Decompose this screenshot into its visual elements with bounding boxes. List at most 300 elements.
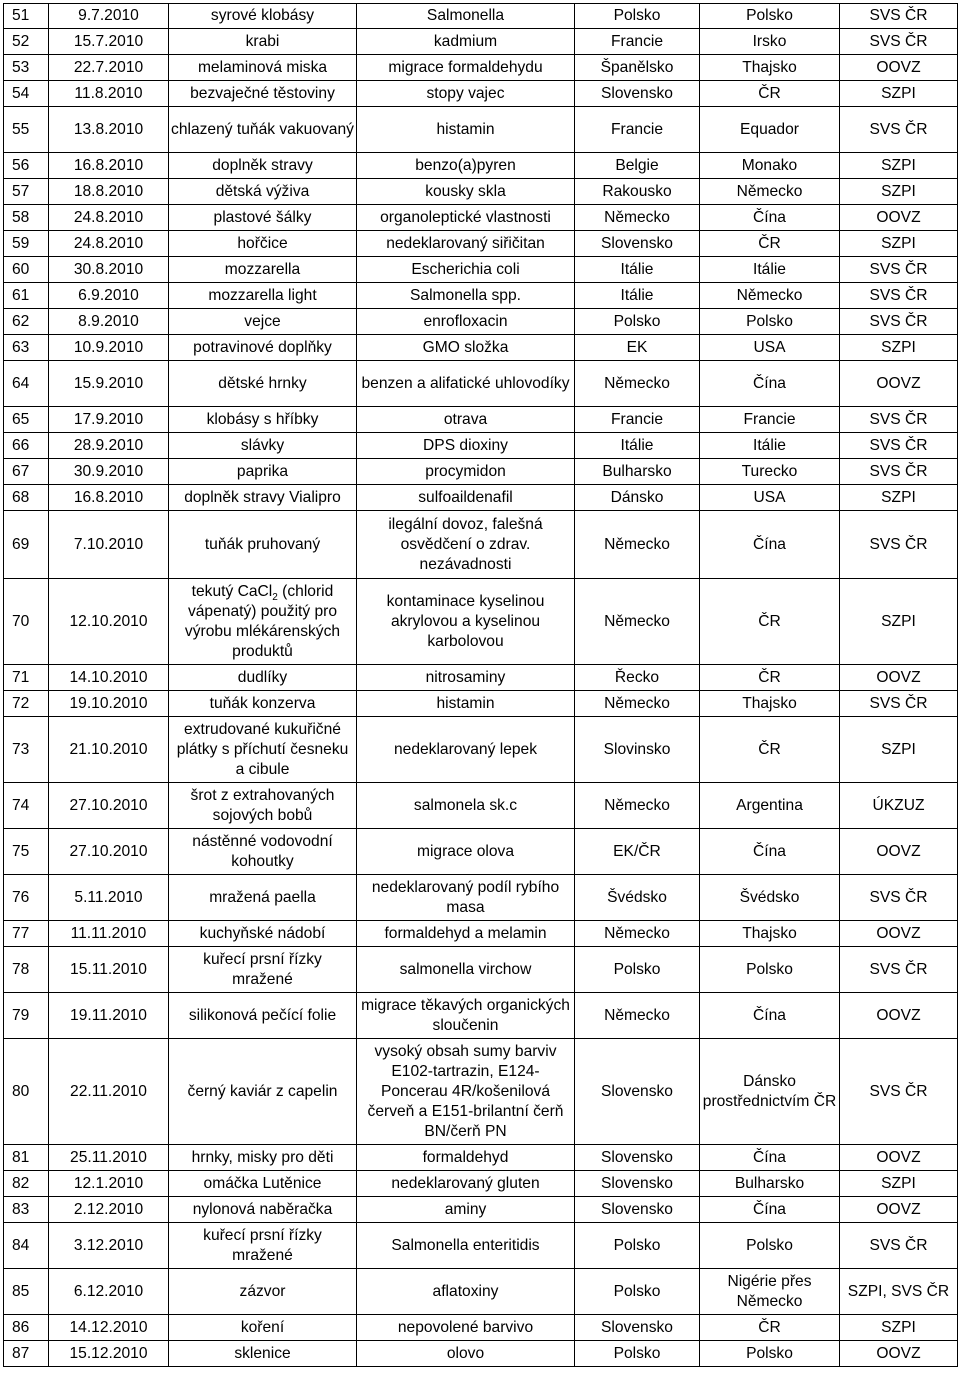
table-row [4,1269,958,1315]
notification-date: 2.12.2010 [49,1197,169,1223]
authority: SZPI [840,1171,958,1197]
origin-country: Slovinsko [575,717,700,783]
notifying-country: Polsko [700,947,840,993]
product-name: vejce [169,309,357,335]
authority: SVS ČR [840,4,958,29]
row-number: 58 [4,205,49,231]
origin-country: Polsko [575,1341,700,1367]
notification-date: 15.12.2010 [49,1341,169,1367]
notification-date: 30.9.2010 [49,459,169,485]
notification-date: 13.8.2010 [49,107,169,153]
origin-country: Francie [575,107,700,153]
notifying-country: Čína [700,993,840,1039]
origin-country: Polsko [575,1223,700,1269]
hazard: ilegální dovoz, falešná osvědčení o zdrav. nezávadnosti [357,511,575,579]
origin-country: Německo [575,205,700,231]
authority: SVS ČR [840,691,958,717]
notification-date: 19.11.2010 [49,993,169,1039]
authority: SVS ČR [840,107,958,153]
product-name: klobásy s hříbky [169,407,357,433]
notifying-country: Thajsko [700,55,840,81]
table-row [4,309,958,335]
table-row [4,1145,958,1171]
authority: SVS ČR [840,511,958,579]
origin-country: Belgie [575,153,700,179]
table-row [4,107,958,153]
product-name: kuchyňské nádobí [169,921,357,947]
product-name: krabi [169,29,357,55]
table-row [4,1341,958,1367]
table-row [4,433,958,459]
notification-date: 24.8.2010 [49,231,169,257]
notifying-country: Švédsko [700,875,840,921]
hazard: GMO složka [357,335,575,361]
notifying-country: ČR [700,717,840,783]
row-number: 87 [4,1341,49,1367]
origin-country: Itálie [575,433,700,459]
hazard: nitrosaminy [357,665,575,691]
row-number: 53 [4,55,49,81]
authority: SZPI [840,81,958,107]
product-name: potravinové doplňky [169,335,357,361]
notification-date: 11.11.2010 [49,921,169,947]
row-number: 65 [4,407,49,433]
hazard: otrava [357,407,575,433]
hazard: aflatoxiny [357,1269,575,1315]
table-body [4,4,958,1367]
origin-country: Řecko [575,665,700,691]
row-number: 64 [4,361,49,407]
row-number: 82 [4,1171,49,1197]
origin-country: Německo [575,511,700,579]
notifying-country: Polsko [700,4,840,29]
row-number: 76 [4,875,49,921]
table-row [4,717,958,783]
notification-date: 19.10.2010 [49,691,169,717]
hazard: nepovolené barvivo [357,1315,575,1341]
notifying-country: Itálie [700,257,840,283]
row-number: 55 [4,107,49,153]
hazard: migrace těkavých organických sloučenin [357,993,575,1039]
notifying-country: ČR [700,81,840,107]
origin-country: Německo [575,691,700,717]
table-row [4,29,958,55]
notifying-country: Bulharsko [700,1171,840,1197]
row-number: 54 [4,81,49,107]
origin-country: EK/ČR [575,829,700,875]
table-row [4,1039,958,1145]
table-row [4,921,958,947]
authority: SVS ČR [840,459,958,485]
row-number: 84 [4,1223,49,1269]
notifying-country: USA [700,335,840,361]
notification-date: 6.12.2010 [49,1269,169,1315]
hazard: olovo [357,1341,575,1367]
origin-country: Slovensko [575,1315,700,1341]
origin-country: EK [575,335,700,361]
table-row [4,1223,958,1269]
notification-date: 3.12.2010 [49,1223,169,1269]
table-row [4,179,958,205]
authority: SZPI [840,1315,958,1341]
product-name: chlazený tuňák vakuovaný [169,107,357,153]
hazard: salmonela sk.c [357,783,575,829]
origin-country: Německo [575,921,700,947]
product-name: nylonová naběračka [169,1197,357,1223]
row-number: 69 [4,511,49,579]
row-number: 77 [4,921,49,947]
notifying-country: Polsko [700,1341,840,1367]
row-number: 68 [4,485,49,511]
notifying-country: Turecko [700,459,840,485]
table-row [4,511,958,579]
row-number: 61 [4,283,49,309]
product-name: extrudované kukuřičné plátky s příchutí česneku a cibule [169,717,357,783]
authority: SZPI [840,717,958,783]
origin-country: Francie [575,407,700,433]
row-number: 70 [4,579,49,665]
product-name: nástěnné vodovodní kohoutky [169,829,357,875]
table-row [4,81,958,107]
table-row [4,691,958,717]
table-row [4,1197,958,1223]
row-number: 60 [4,257,49,283]
table-row [4,993,958,1039]
hazard: procymidon [357,459,575,485]
authority: SVS ČR [840,1039,958,1145]
notification-date: 22.11.2010 [49,1039,169,1145]
origin-country: Slovensko [575,1039,700,1145]
row-number: 75 [4,829,49,875]
product-name: černý kaviár z capelin [169,1039,357,1145]
hazard: nedeklarovaný lepek [357,717,575,783]
notification-date: 16.8.2010 [49,485,169,511]
product-name: plastové šálky [169,205,357,231]
origin-country: Rakousko [575,179,700,205]
notification-date: 21.10.2010 [49,717,169,783]
hazard: histamin [357,107,575,153]
notifying-country: Polsko [700,1223,840,1269]
product-name-part: tekutý CaCl [191,582,273,600]
row-number: 81 [4,1145,49,1171]
origin-country: Německo [575,361,700,407]
hazard: sulfoaildenafil [357,485,575,511]
hazard: enrofloxacin [357,309,575,335]
table-row [4,1315,958,1341]
notifying-country: Francie [700,407,840,433]
notification-date: 27.10.2010 [49,829,169,875]
origin-country: Slovensko [575,1197,700,1223]
origin-country: Dánsko [575,485,700,511]
notification-date: 12.10.2010 [49,579,169,665]
notification-date: 9.7.2010 [49,4,169,29]
table-row [4,4,958,29]
product-name: melaminová miska [169,55,357,81]
product-name: dětská výživa [169,179,357,205]
authority: SVS ČR [840,407,958,433]
notifying-country: ČR [700,579,840,665]
hazard: Salmonella enteritidis [357,1223,575,1269]
hazard: nedeklarovaný gluten [357,1171,575,1197]
product-name: kuřecí prsní řízky mražené [169,1223,357,1269]
origin-country: Slovensko [575,81,700,107]
product-name: kuřecí prsní řízky mražené [169,947,357,993]
hazard: benzo(a)pyren [357,153,575,179]
table-row [4,361,958,407]
origin-country: Polsko [575,1269,700,1315]
row-number: 78 [4,947,49,993]
hazard: kousky skla [357,179,575,205]
table-row [4,829,958,875]
authority: OOVZ [840,921,958,947]
authority: OOVZ [840,205,958,231]
hazard: Escherichia coli [357,257,575,283]
notifying-country: ČR [700,1315,840,1341]
authority: SZPI [840,335,958,361]
row-number: 63 [4,335,49,361]
row-number: 73 [4,717,49,783]
hazard: benzen a alifatické uhlovodíky [357,361,575,407]
product-name: mozzarella [169,257,357,283]
row-number: 66 [4,433,49,459]
notifying-country: Thajsko [700,921,840,947]
table-row [4,205,958,231]
origin-country: Slovensko [575,1145,700,1171]
subscript: 2 [272,591,278,603]
hazard: histamin [357,691,575,717]
product-name: koření [169,1315,357,1341]
notification-date: 11.8.2010 [49,81,169,107]
table-row [4,947,958,993]
notification-date: 14.12.2010 [49,1315,169,1341]
authority: SVS ČR [840,1223,958,1269]
table-row [4,257,958,283]
product-name: bezvaječné těstoviny [169,81,357,107]
table-row [4,783,958,829]
authority: OOVZ [840,1197,958,1223]
row-number: 85 [4,1269,49,1315]
hazard: formaldehyd [357,1145,575,1171]
hazard: salmonella virchow [357,947,575,993]
product-name: hořčice [169,231,357,257]
origin-country: Německo [575,579,700,665]
hazard: migrace olova [357,829,575,875]
authority: OOVZ [840,1145,958,1171]
notifying-country: Německo [700,179,840,205]
product-name: mozzarella light [169,283,357,309]
origin-country: Francie [575,29,700,55]
notification-date: 28.9.2010 [49,433,169,459]
hazard: migrace formaldehydu [357,55,575,81]
row-number: 59 [4,231,49,257]
hazard: stopy vajec [357,81,575,107]
notifying-country: Monako [700,153,840,179]
hazard: kontaminace kyselinou akrylovou a kyselinou karbolovou [357,579,575,665]
table-row [4,459,958,485]
authority: OOVZ [840,829,958,875]
notifying-country: Irsko [700,29,840,55]
authority: OOVZ [840,361,958,407]
notification-date: 18.8.2010 [49,179,169,205]
table-row [4,153,958,179]
hazard: organoleptické vlastnosti [357,205,575,231]
notification-date: 16.8.2010 [49,153,169,179]
row-number: 56 [4,153,49,179]
product-name: silikonová pečící folie [169,993,357,1039]
table-row [4,579,958,665]
notifying-country: Nigérie přes Německo [700,1269,840,1315]
table-row [4,485,958,511]
origin-country: Polsko [575,4,700,29]
table-row [4,283,958,309]
authority: SVS ČR [840,257,958,283]
notification-date: 30.8.2010 [49,257,169,283]
origin-country: Bulharsko [575,459,700,485]
hazard: Salmonella spp. [357,283,575,309]
row-number: 51 [4,4,49,29]
row-number: 52 [4,29,49,55]
table-row [4,665,958,691]
authority: SZPI [840,231,958,257]
authority: OOVZ [840,55,958,81]
origin-country: Itálie [575,283,700,309]
row-number: 74 [4,783,49,829]
row-number: 71 [4,665,49,691]
origin-country: Španělsko [575,55,700,81]
hazard: formaldehyd a melamin [357,921,575,947]
notifying-country: Dánsko prostřednictvím ČR [700,1039,840,1145]
authority: SVS ČR [840,875,958,921]
product-name-part: (chlorid vápenatý) použitý pro výrobu mlékárenských produktů [184,582,341,660]
product-name: tuňák konzerva [169,691,357,717]
table-row [4,407,958,433]
notifying-country: Čína [700,1197,840,1223]
row-number: 86 [4,1315,49,1341]
notifying-country: Čína [700,829,840,875]
hazard: DPS dioxiny [357,433,575,459]
hazard: nedeklarovaný podíl rybího masa [357,875,575,921]
notifying-country: Polsko [700,309,840,335]
product-name [169,579,357,665]
notification-date: 8.9.2010 [49,309,169,335]
table-row [4,875,958,921]
authority: SVS ČR [840,283,958,309]
notifying-country: Čína [700,511,840,579]
hazard: nedeklarovaný siřičitan [357,231,575,257]
origin-country: Slovensko [575,1171,700,1197]
hazard: Salmonella [357,4,575,29]
authority: SZPI [840,579,958,665]
product-name: dudlíky [169,665,357,691]
table-row [4,55,958,81]
product-name: tuňák pruhovaný [169,511,357,579]
notification-date: 24.8.2010 [49,205,169,231]
notification-date: 22.7.2010 [49,55,169,81]
authority: SVS ČR [840,29,958,55]
hazard: vysoký obsah sumy barviv E102-tartrazin, E124-Poncerau 4R/košenilová červeň a E151-brilantní čerň BN/čerň PN [357,1039,575,1145]
product-name: doplněk stravy [169,153,357,179]
rasff-notifications-table [3,3,958,1367]
row-number: 67 [4,459,49,485]
notification-date: 6.9.2010 [49,283,169,309]
product-name: mražená paella [169,875,357,921]
product-name: doplněk stravy Vialipro [169,485,357,511]
hazard: aminy [357,1197,575,1223]
authority: OOVZ [840,1341,958,1367]
origin-country: Itálie [575,257,700,283]
authority: OOVZ [840,665,958,691]
hazard: kadmium [357,29,575,55]
authority: SZPI [840,179,958,205]
authority: SZPI [840,153,958,179]
origin-country: Polsko [575,947,700,993]
notification-date: 25.11.2010 [49,1145,169,1171]
authority: SZPI [840,485,958,511]
product-name: slávky [169,433,357,459]
notification-date: 14.10.2010 [49,665,169,691]
notification-date: 17.9.2010 [49,407,169,433]
product-name: zázvor [169,1269,357,1315]
table-row [4,231,958,257]
authority: OOVZ [840,993,958,1039]
notification-date: 5.11.2010 [49,875,169,921]
table-row [4,1171,958,1197]
notification-date: 7.10.2010 [49,511,169,579]
product-name: paprika [169,459,357,485]
notifying-country: USA [700,485,840,511]
origin-country: Švédsko [575,875,700,921]
origin-country: Slovensko [575,231,700,257]
authority: SVS ČR [840,947,958,993]
product-name: dětské hrnky [169,361,357,407]
authority: SVS ČR [840,433,958,459]
notification-date: 15.7.2010 [49,29,169,55]
row-number: 72 [4,691,49,717]
notifying-country: ČR [700,231,840,257]
notifying-country: Čína [700,361,840,407]
row-number: 79 [4,993,49,1039]
notifying-country: Německo [700,283,840,309]
notifying-country: Equador [700,107,840,153]
notification-date: 27.10.2010 [49,783,169,829]
origin-country: Německo [575,783,700,829]
authority: SVS ČR [840,309,958,335]
notification-date: 15.11.2010 [49,947,169,993]
origin-country: Polsko [575,309,700,335]
row-number: 83 [4,1197,49,1223]
table-row [4,335,958,361]
notifying-country: Itálie [700,433,840,459]
row-number: 80 [4,1039,49,1145]
notifying-country: Čína [700,1145,840,1171]
notifying-country: Argentina [700,783,840,829]
notification-date: 12.1.2010 [49,1171,169,1197]
row-number: 62 [4,309,49,335]
notification-date: 15.9.2010 [49,361,169,407]
product-name: sklenice [169,1341,357,1367]
notifying-country: Čína [700,205,840,231]
authority: ÚKZUZ [840,783,958,829]
authority: SZPI, SVS ČR [840,1269,958,1315]
notification-date: 10.9.2010 [49,335,169,361]
notifying-country: Thajsko [700,691,840,717]
product-name: šrot z extrahovaných sojových bobů [169,783,357,829]
origin-country: Německo [575,993,700,1039]
notifying-country: ČR [700,665,840,691]
product-name: hrnky, misky pro děti [169,1145,357,1171]
product-name: omáčka Lutěnice [169,1171,357,1197]
row-number: 57 [4,179,49,205]
